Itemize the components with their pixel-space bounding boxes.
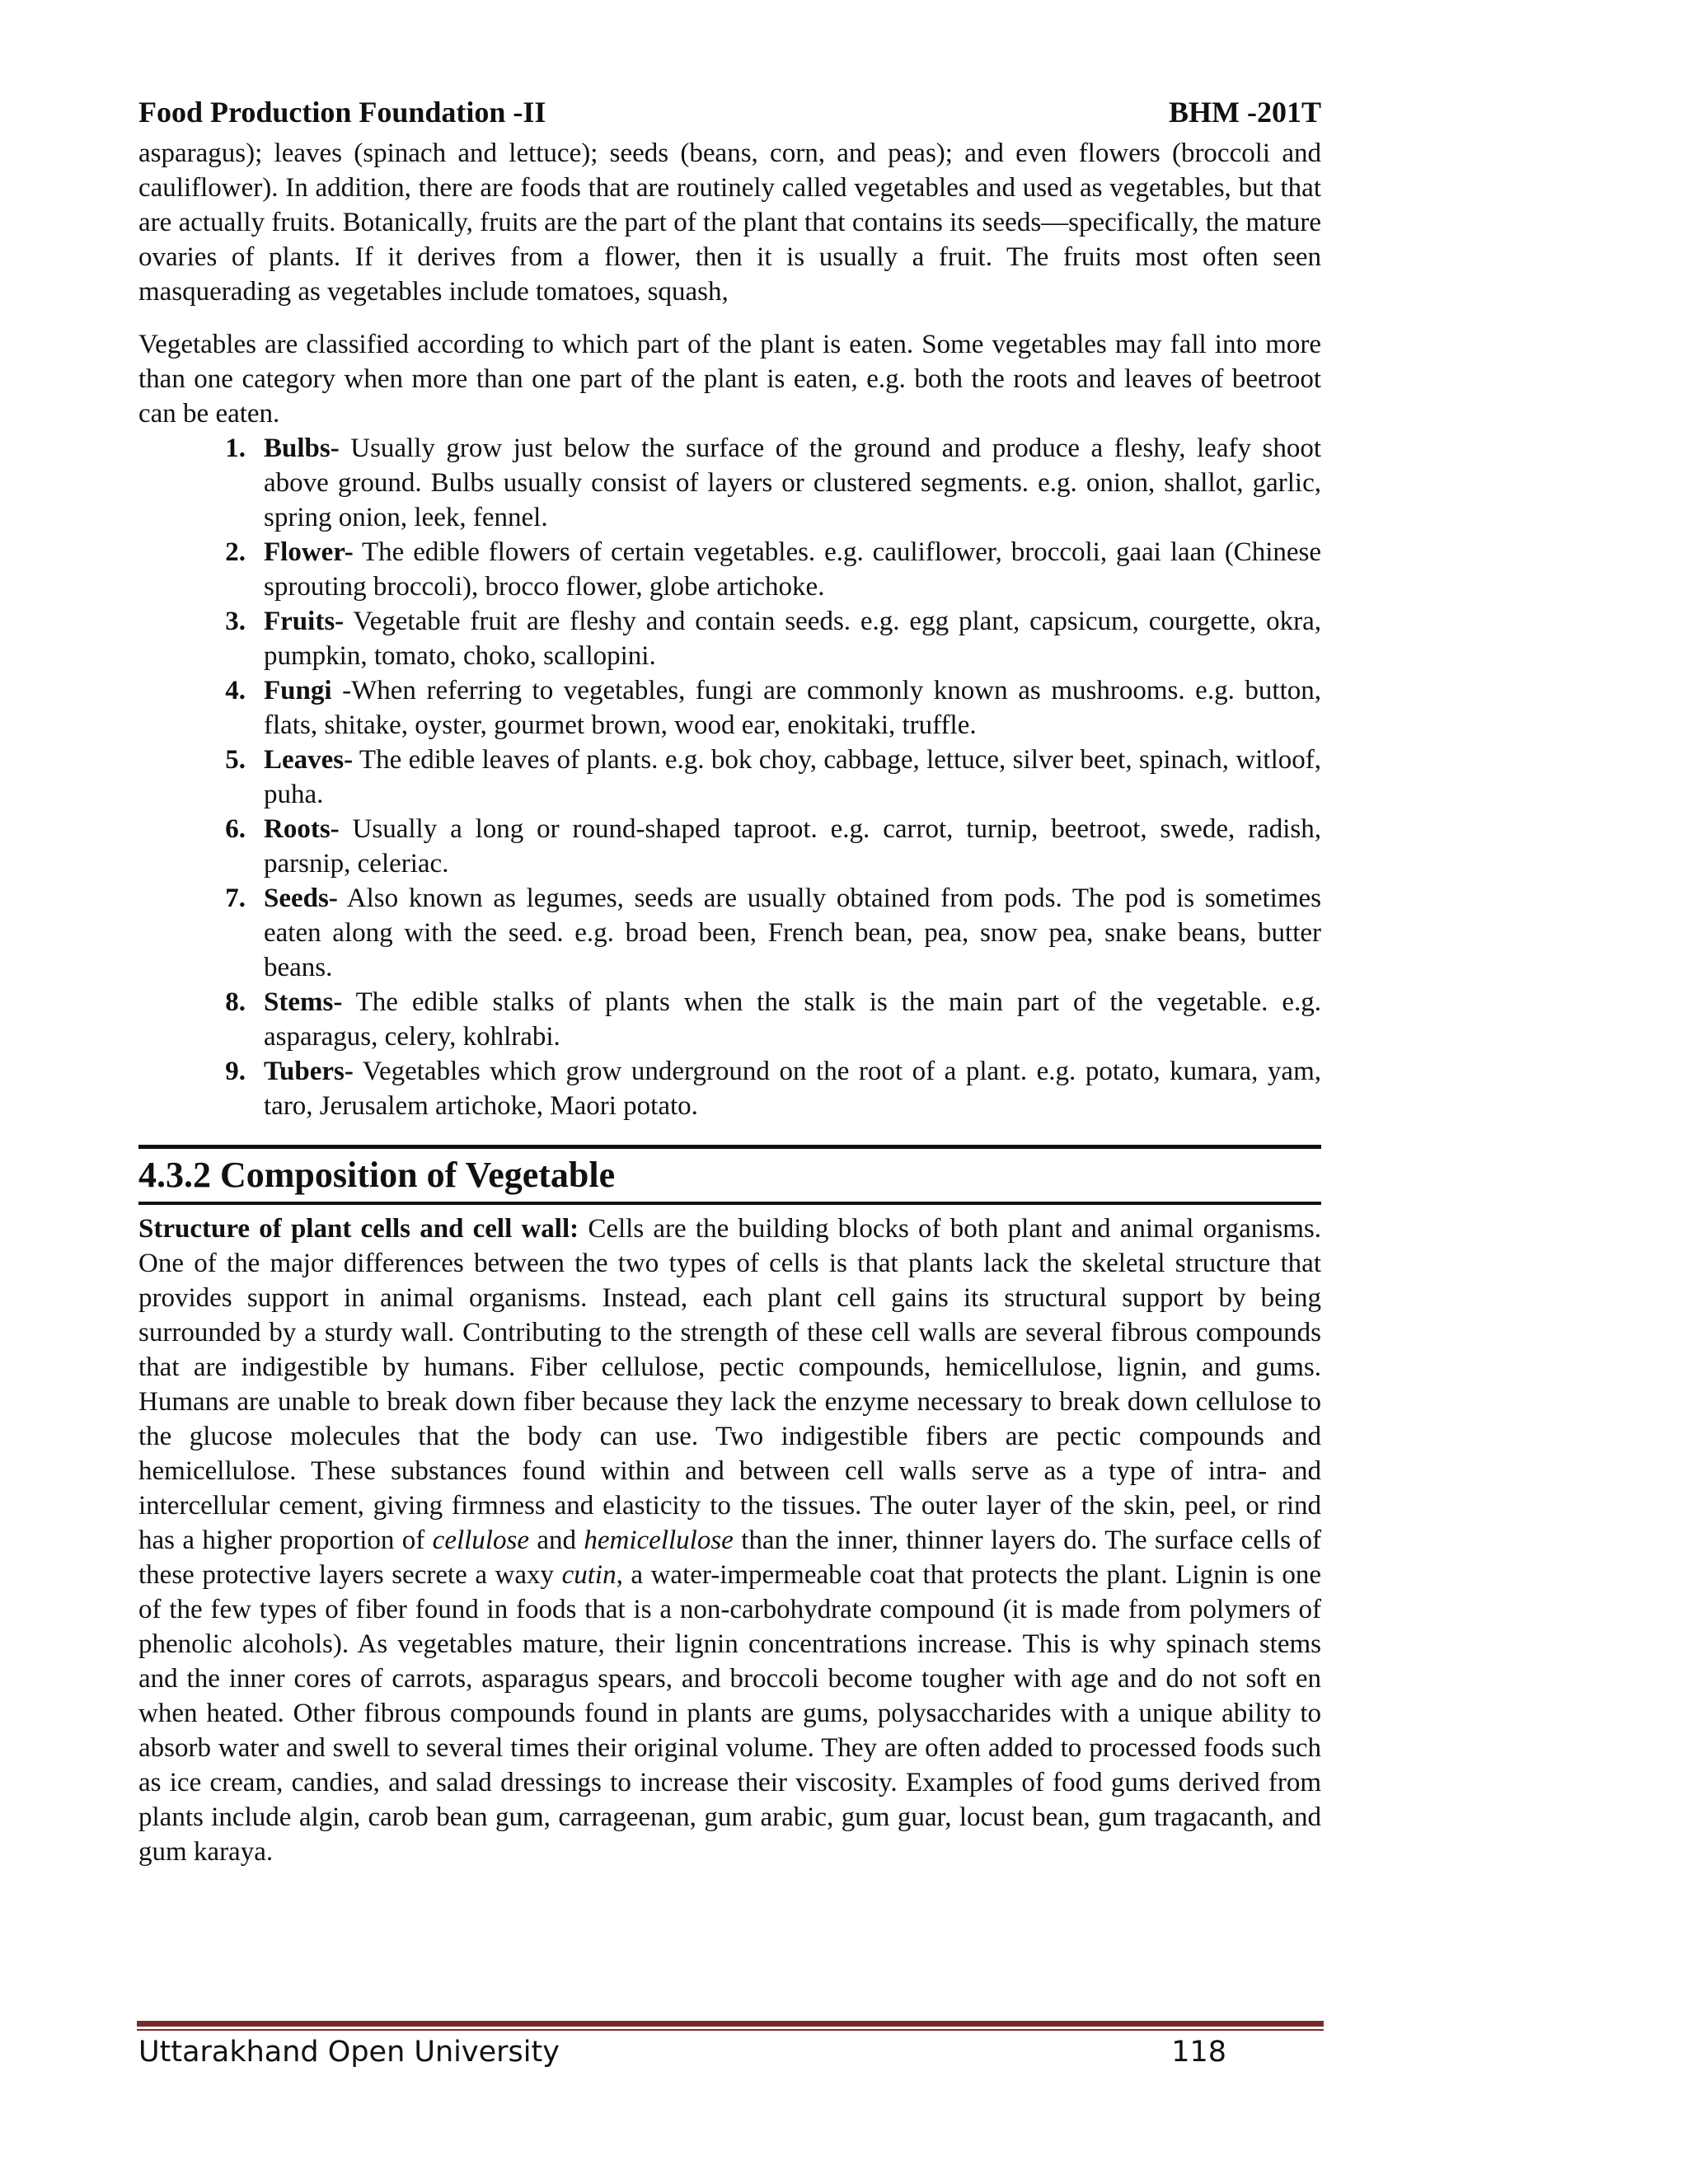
list-item [138, 535, 1321, 604]
paragraph-text: and [528, 1526, 584, 1555]
emphasis-hemicellulose: hemicellulose [584, 1526, 734, 1555]
emphasis-cellulose: cellulose [432, 1526, 529, 1555]
list-item [138, 812, 1321, 881]
section-heading-box [138, 1145, 1321, 1205]
paragraph-lead: Structure of plant cells and cell wall: [138, 1214, 579, 1244]
list-item [138, 1054, 1321, 1123]
footer-rule-thick [137, 2021, 1324, 2027]
definition: The edible leaves of plants. e.g. bok choy, cabbage, lettuce, silver beet, spinach, witloof, puha. [264, 745, 1321, 809]
document-page [138, 95, 1321, 1869]
list-item [138, 985, 1321, 1054]
list-item [138, 743, 1321, 812]
list-text [264, 535, 1321, 604]
vegetable-types-list [138, 431, 1321, 1123]
list-number: 4. [225, 676, 246, 705]
emphasis-cutin: cutin [561, 1560, 617, 1590]
term: Stems- [264, 987, 343, 1017]
list-number: 9. [225, 1057, 246, 1086]
definition: -When referring to vegetables, fungi are commonly known as mushrooms. e.g. button, flats, shitake, oyster, gourmet brown, wood ear, enokitaki, truffle. [264, 676, 1321, 740]
page-header [138, 95, 1321, 136]
footer-divider [137, 2021, 1324, 2031]
composition-paragraph [138, 1212, 1321, 1869]
list-text [264, 431, 1321, 535]
term: Seeds- [264, 883, 338, 913]
section-heading: 4.3.2 Composition of Vegetable [138, 1155, 616, 1195]
definition: Usually a long or round-shaped taproot. e.g. carrot, turnip, beetroot, swede, radish, parsnip, celeriac. [264, 814, 1321, 879]
page-number: 118 [1171, 2036, 1226, 2069]
page-footer [138, 2032, 1226, 2073]
list-number: 2. [225, 537, 246, 567]
term: Fungi [264, 676, 332, 705]
list-text [264, 1054, 1321, 1123]
definition: Vegetable fruit are fleshy and contain seeds. e.g. egg plant, capsicum, courgette, okra, pumpkin, tomato, choko, scallopini. [264, 607, 1321, 671]
list-item [138, 604, 1321, 673]
definition: Vegetables which grow underground on the root of a plant. e.g. potato, kumara, yam, taro, Jerusalem artichoke, Maori potato. [264, 1057, 1321, 1121]
list-text [264, 604, 1321, 673]
term: Bulbs- [264, 434, 340, 463]
university-name: Uttarakhand Open University [138, 2036, 560, 2069]
term: Roots- [264, 814, 340, 844]
list-text [264, 881, 1321, 985]
paragraph-text: Cells are the building blocks of both plant and animal organisms. One of the major differences between the two types of cells is that plants lack the skeletal structure that provides support in animal organisms. Instead, each plant cell gains its structural support by being surrounded by a sturdy wall. Contributing to the strength of these cell walls are several fibrous compounds that are indigestible by humans. Fiber cellulose, pectic compounds, hemicellulose, lignin, and gums. Humans are unable to break down fiber because they lack the enzyme necessary to break down cellulose to the glucose molecules that the body can use. Two indigestible fibers are pectic compounds and hemicellulose. These substances found within and between cell walls serve as a type of intra- and intercellular cement, giving firmness and elasticity to the tissues. The outer layer of the skin, peel, or rind has a higher proportion of [138, 1214, 1321, 1555]
term: Fruits- [264, 607, 345, 636]
definition: The edible stalks of plants when the stalk is the main part of the vegetable. e.g. asparagus, celery, kohlrabi. [264, 987, 1321, 1052]
course-code: BHM -201T [1169, 96, 1321, 129]
classification-paragraph: Vegetables are classified according to which part of the plant is eaten. Some vegetables may fall into more than one category when more than one part of the plant is eaten, e.g. both the roots and leaves of beetroot can be eaten. [138, 330, 1321, 429]
list-item [138, 881, 1321, 985]
definition: Usually grow just below the surface of the ground and produce a fleshy, leafy shoot above ground. Bulbs usually consist of layers or clustered segments. e.g. onion, shallot, garlic, spring onion, leek, fennel. [264, 434, 1321, 532]
definition: Also known as legumes, seeds are usually obtained from pods. The pod is sometimes eaten along with the seed. e.g. broad been, French bean, pea, snow pea, snake beans, butter beans. [264, 883, 1321, 982]
list-text [264, 743, 1321, 812]
list-number: 1. [225, 434, 246, 463]
footer-rule-thin [137, 2029, 1324, 2031]
intro-paragraph: asparagus); leaves (spinach and lettuce); seeds (beans, corn, and peas); and even flowers (broccoli and cauliflower). In addition, there are foods that are routinely called vegetables and used as vegetables, but that are actually fruits. Botanically, fruits are the part of the plant that contains its seeds—specifically, the mature ovaries of plants. If it derives from a flower, then it is usually a fruit. The fruits most often seen masquerading as vegetables include tomatoes, squash, [138, 138, 1321, 307]
paragraph-text: than the inner, thinner layers do. The surface cells of these protective layers secrete a waxy [138, 1526, 1321, 1590]
course-title: Food Production Foundation -II [138, 96, 546, 129]
list-text [264, 673, 1321, 743]
list-text [264, 985, 1321, 1054]
term: Flower- [264, 537, 354, 567]
term: Leaves- [264, 745, 354, 775]
list-text [264, 812, 1321, 881]
list-number: 5. [225, 745, 246, 775]
list-number: 8. [225, 987, 246, 1017]
term: Tubers- [264, 1057, 354, 1086]
list-number: 7. [225, 883, 246, 913]
list-item [138, 673, 1321, 743]
paragraph-text: , a water-impermeable coat that protects the plant. Lignin is one of the few types of fiber found in foods that is a non-carbohydrate compound (it is made from polymers of phenolic alcohols). As vegetables mature, their lignin concentrations increase. This is why spinach stems and the inner cores of carrots, asparagus spears, and broccoli become tougher with age and do not soft en when heated. Other fibrous compounds found in plants are gums, polysaccharides with a unique ability to absorb water and swell to several times their original volume. They are often added to processed foods such as ice cream, candies, and salad dressings to increase their viscosity. Examples of food gums derived from plants include algin, carob bean gum, carrageenan, gum arabic, gum guar, locust bean, gum tragacanth, and gum karaya. [138, 1560, 1322, 1867]
list-number: 3. [225, 607, 246, 636]
list-number: 6. [225, 814, 246, 844]
list-item [138, 431, 1321, 535]
definition: The edible flowers of certain vegetables. e.g. cauliflower, broccoli, gaai laan (Chinese sprouting broccoli), brocco flower, globe artichoke. [264, 537, 1321, 602]
